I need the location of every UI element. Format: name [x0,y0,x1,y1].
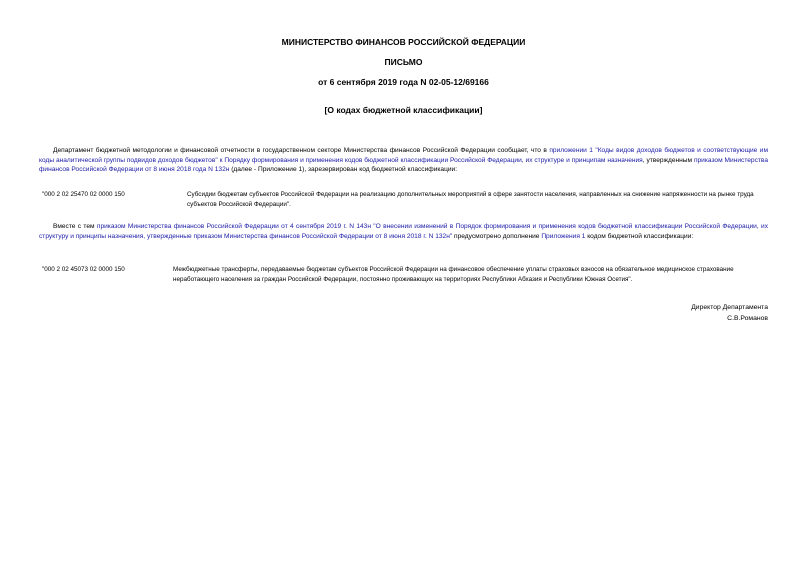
document-subject: [О кодах бюджетной классификации] [324,105,483,115]
paragraph-2-text-b: предусмотрено дополнение [452,232,542,240]
document-date-number: от 6 сентября 2019 года N 02-05-12/69166 [318,77,489,87]
paragraph-2-text-a: Вместе с тем [53,223,97,230]
budget-code-2-description: Межбюджетные трансферты, передаваемые бюджетам субъектов Российской Федерации на финансовое обеспечение уплаты страховых взносов на обязательное медицинское страхование неработающего населения за граждан Российской Федерации, постоянно проживающих на территориях Республики Абхазия и Республики Южная Осетия". [173,266,734,283]
link-order-143n[interactable]: приказом Министерства финансов Российской Федерации от 4 сентября 2019 г. N 143н "О внесении изменений в Порядок формирования и применения кодов бюджетной классификации Российской Федерации, их структуру и принципы назначения, утвержденные приказом Министерства финансов Российской Федерации от 8 июня 2018 г. N 132н" [39,223,769,240]
budget-code-2: "000 2 02 45073 02 0000 150 [42,266,125,273]
link-appendix-1[interactable]: приложении 1 "Коды видов доходов бюджетов и соответствующие им коды аналитической группы подвидов доходов бюджетов" к Порядку формирования и применения кодов бюджетной классификации Российской Федерации, их структуре и принципам назначения [39,147,768,164]
link-appendix-1-second[interactable]: Приложения 1 [541,232,586,240]
paragraph-2-text-c: кодом бюджетной классификации: [585,232,694,240]
paragraph-1-text-a: Департамент бюджетной методологии и финансовой отчетности в государственном секторе Министерства финансов Российской Федерации сообщает, что в [53,147,550,154]
budget-code-1: "000 2 02 25470 02 0000 150 [42,191,125,198]
signature-name: С.В.Романов [727,315,768,322]
link-order-132n[interactable]: приказом Министерства финансов Российской Федерации от 8 июня 2018 года N 132н [39,156,769,174]
paragraph-1 [39,146,768,175]
budget-code-1-description: Субсидии бюджетам субъектов Российской Федерации на реализацию дополнительных мероприятий в сфере занятости населения, направленных на снижение напряженности на рынке труда субъектов Российской Федерации". [187,191,754,208]
document-type: ПИСЬМО [384,57,423,67]
paragraph-1-text-b: , утвержденным [642,156,694,164]
paragraph-2 [39,222,768,241]
signature-position: Директор Департамента [691,304,768,311]
paragraph-1-text-c: (далее - Приложение 1), зарезервирован код бюджетной классификации: [229,166,458,174]
ministry-title: МИНИСТЕРСТВО ФИНАНСОВ РОССИЙСКОЙ ФЕДЕРАЦИИ [281,37,526,47]
